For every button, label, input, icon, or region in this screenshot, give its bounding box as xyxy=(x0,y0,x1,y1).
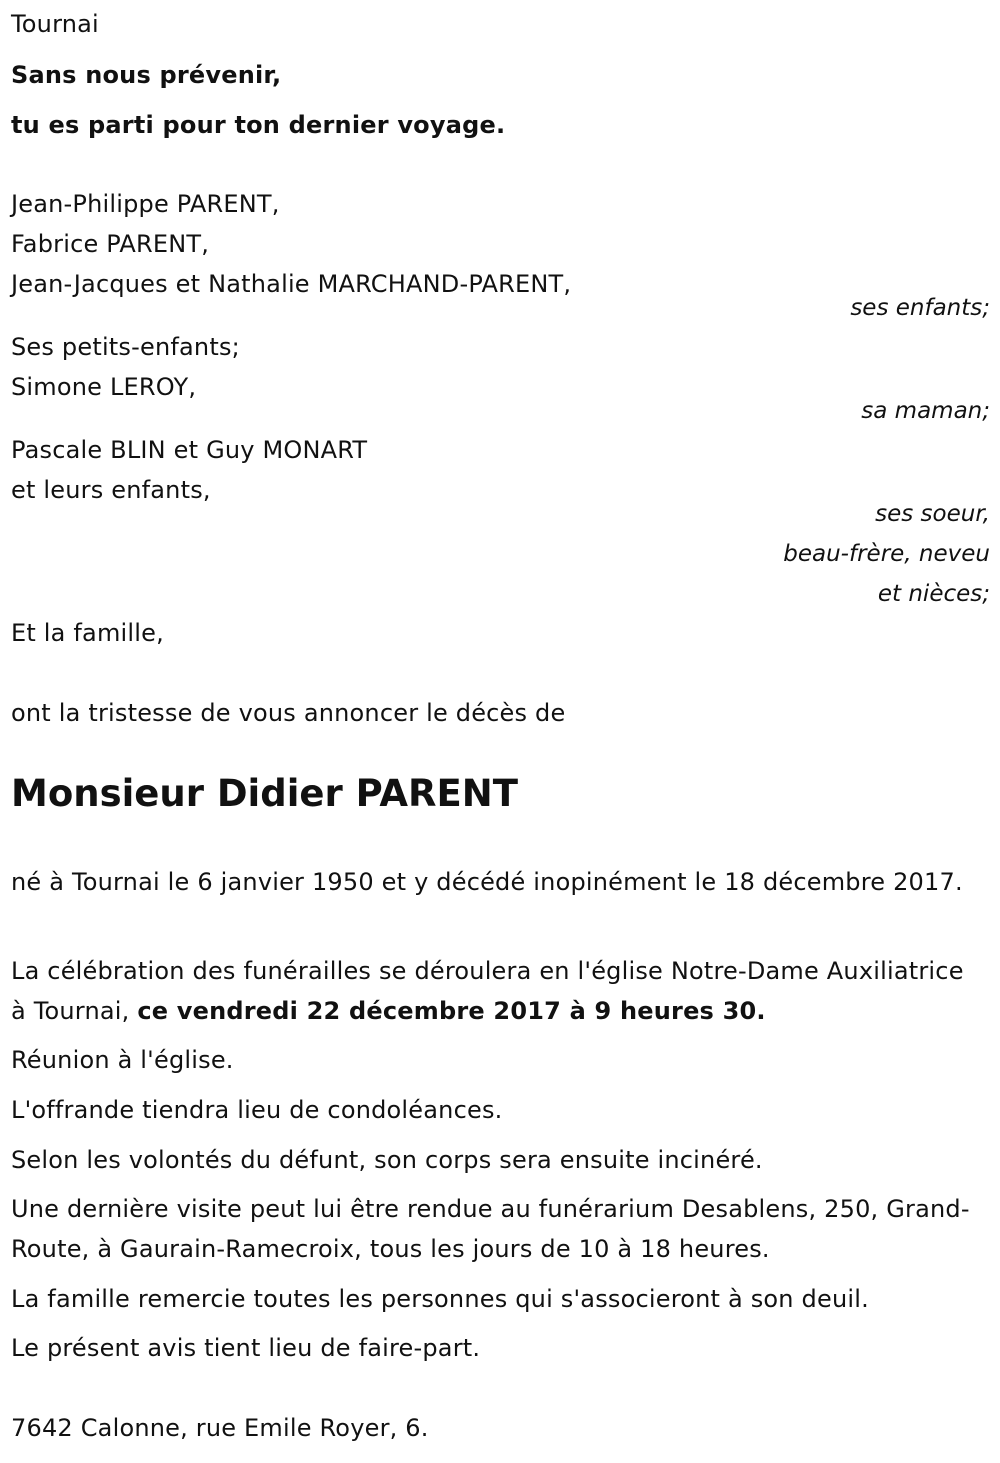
birth-death-paragraph: né à Tournai le 6 janvier 1950 et y décédé inopinément le 18 décembre 2017. xyxy=(11,868,963,896)
visit-paragraph: Une dernière visite peut lui être rendue au funérarium Desablens, 250, Grand-Route, à Gaurain-Ramecroix, tous les jours de 10 à 18 heures. xyxy=(11,1195,970,1263)
mother-name: Simone LEROY, xyxy=(11,373,197,401)
siblings-relation: beau-frère, neveu xyxy=(783,541,990,567)
family-address: 7642 Calonne, rue Emile Royer, 6. xyxy=(11,1414,429,1442)
mother-relation: sa maman; xyxy=(861,398,990,424)
quote-line-1: Sans nous prévenir, xyxy=(11,61,282,89)
offering-paragraph: L'offrande tiendra lieu de condoléances. xyxy=(11,1096,503,1124)
quote-line-2: tu es parti pour ton dernier voyage. xyxy=(11,111,506,139)
ceremony-paragraph xyxy=(11,951,981,1031)
sibling-name: et leurs enfants, xyxy=(11,476,211,504)
grandchildren-label: Ses petits-enfants; xyxy=(11,333,240,361)
child-name: Fabrice PARENT, xyxy=(11,230,210,258)
ceremony-date: ce vendredi 22 décembre 2017 à 9 heures 30. xyxy=(137,997,766,1025)
deceased-name: Monsieur Didier PARENT xyxy=(11,772,518,815)
announcement-text: ont la tristesse de vous annoncer le décès de xyxy=(11,699,566,727)
ceremony-text: La célébration des funérailles se déroulera en l'église Notre-Dame Auxiliatrice à Tournai, xyxy=(11,957,964,1025)
meeting-paragraph: Réunion à l'église. xyxy=(11,1046,234,1074)
child-name: Jean-Philippe PARENT, xyxy=(11,190,280,218)
siblings-relation: ses soeur, xyxy=(875,501,990,527)
sibling-name: Pascale BLIN et Guy MONART xyxy=(11,436,368,464)
cremation-paragraph: Selon les volontés du défunt, son corps sera ensuite incinéré. xyxy=(11,1146,763,1174)
siblings-relation: et nièces; xyxy=(877,581,990,607)
children-relation: ses enfants; xyxy=(850,295,990,321)
thanks-paragraph: La famille remercie toutes les personnes qui s'associeront à son deuil. xyxy=(11,1285,869,1313)
family-label: Et la famille, xyxy=(11,619,164,647)
notice-paragraph: Le présent avis tient lieu de faire-part. xyxy=(11,1334,481,1362)
child-name: Jean-Jacques et Nathalie MARCHAND-PARENT, xyxy=(11,270,572,298)
location-label: Tournai xyxy=(11,10,99,38)
